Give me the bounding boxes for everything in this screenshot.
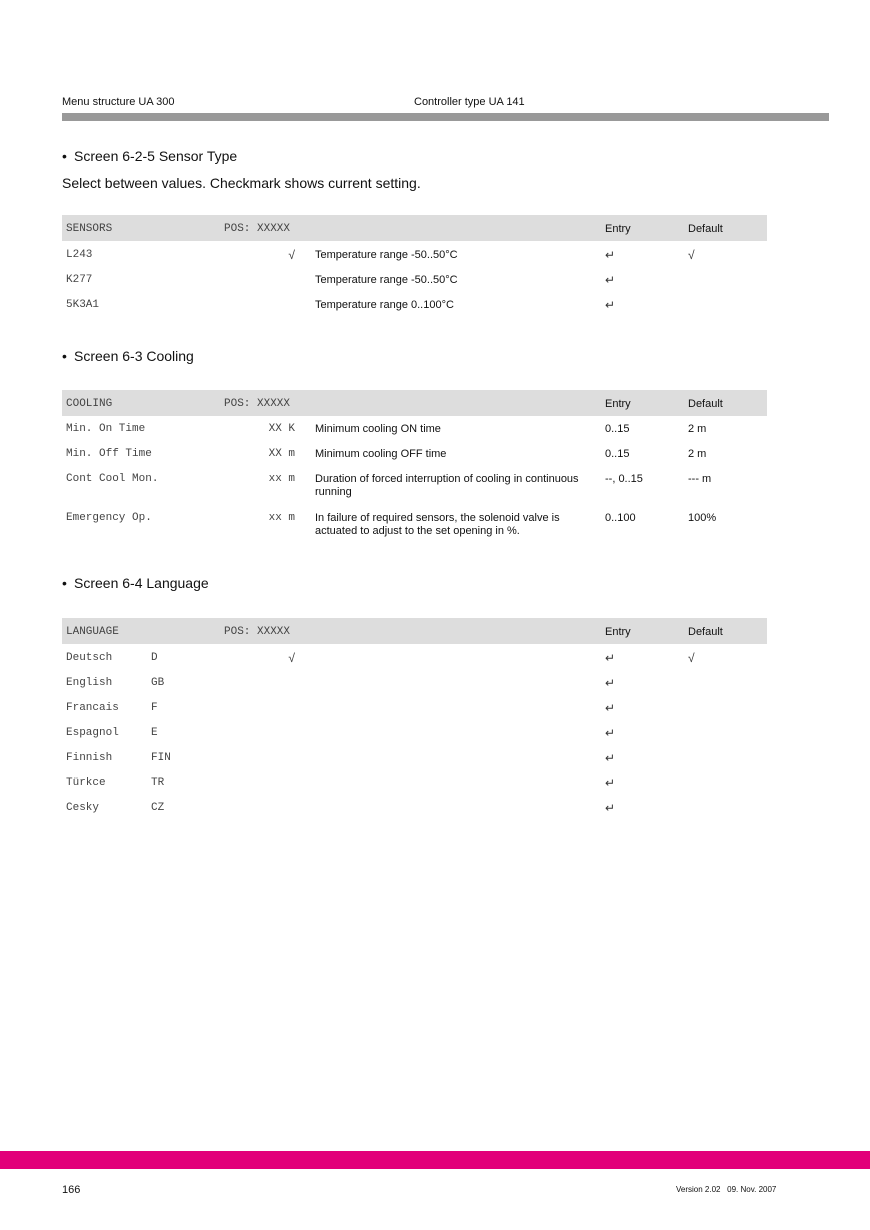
section-heading-text: Screen 6-2-5 Sensor Type xyxy=(74,148,238,164)
row-name: Min. On Time xyxy=(66,423,146,435)
table-row xyxy=(62,505,767,539)
table-row xyxy=(62,441,767,466)
default-header: Default xyxy=(688,626,723,638)
table-title: SENSORS xyxy=(66,223,113,235)
row-name: Cont Cool Mon. xyxy=(66,473,159,485)
header-divider-bar xyxy=(62,113,829,121)
row-default: 2 m xyxy=(688,448,707,460)
enter-icon: ↵ xyxy=(605,776,616,790)
bullet-icon: • xyxy=(62,575,67,591)
language-code: GB xyxy=(151,677,165,689)
row-default: 100% xyxy=(688,512,717,524)
table-header xyxy=(62,215,767,241)
section-heading-language xyxy=(62,575,209,591)
row-default: 2 m xyxy=(688,423,707,435)
cooling-table xyxy=(62,390,767,539)
version-info: Version 2.02 09. Nov. 2007 xyxy=(676,1185,777,1194)
row-name: L243 xyxy=(66,249,93,261)
table-row xyxy=(62,466,767,505)
language-code: TR xyxy=(151,777,165,789)
default-header: Default xyxy=(688,223,723,235)
header-left-title: Menu structure UA 300 xyxy=(62,96,175,108)
enter-icon: ↵ xyxy=(605,273,616,287)
row-description: Temperature range 0..100°C xyxy=(315,299,454,311)
default-header: Default xyxy=(688,398,723,410)
table-row xyxy=(62,669,767,694)
row-entry: 0..100 xyxy=(605,512,636,524)
table-row xyxy=(62,694,767,719)
section-heading-text: Screen 6-3 Cooling xyxy=(74,348,194,364)
table-row xyxy=(62,719,767,744)
row-description: Duration of forced interruption of cooling in continuous running xyxy=(315,473,579,498)
bullet-icon: • xyxy=(62,348,67,364)
row-value: xx m xyxy=(268,512,295,524)
row-name: Min. Off Time xyxy=(66,448,152,460)
enter-icon: ↵ xyxy=(605,298,616,312)
row-description: Temperature range -50..50°C xyxy=(315,274,458,286)
entry-header: Entry xyxy=(605,398,631,410)
row-name: 5K3A1 xyxy=(66,299,100,311)
row-entry: 0..15 xyxy=(605,423,630,435)
row-entry: 0..15 xyxy=(605,448,630,460)
row-name: K277 xyxy=(66,274,93,286)
language-table xyxy=(62,618,767,819)
enter-icon: ↵ xyxy=(605,801,616,815)
table-header xyxy=(62,618,767,644)
checkmark-icon: √ xyxy=(688,248,695,262)
row-value: xx m xyxy=(268,473,295,485)
row-description: Temperature range -50..50°C xyxy=(315,249,458,261)
table-header xyxy=(62,390,767,416)
section-heading-text: Screen 6-4 Language xyxy=(74,575,209,591)
language-name: Cesky xyxy=(66,802,100,814)
section-heading-sensor-type xyxy=(62,148,237,164)
checkmark-icon: √ xyxy=(688,651,695,665)
table-row xyxy=(62,416,767,441)
table-row xyxy=(62,769,767,794)
table-row xyxy=(62,291,767,316)
header-center-title: Controller type UA 141 xyxy=(414,96,525,108)
row-description: Minimum cooling ON time xyxy=(315,423,441,435)
table-pos: POS: XXXXX xyxy=(224,223,291,235)
language-code: FIN xyxy=(151,752,171,764)
enter-icon: ↵ xyxy=(605,701,616,715)
enter-icon: ↵ xyxy=(605,651,616,665)
sensors-table xyxy=(62,215,767,316)
entry-header: Entry xyxy=(605,626,631,638)
row-value: XX m xyxy=(268,448,295,460)
language-code: F xyxy=(151,702,158,714)
footer-bar xyxy=(0,1151,870,1169)
row-entry: --, 0..15 xyxy=(605,473,643,485)
table-pos: POS: XXXXX xyxy=(224,626,291,638)
row-description: In failure of required sensors, the solenoid valve is actuated to adjust to the set opening in %. xyxy=(315,512,560,537)
enter-icon: ↵ xyxy=(605,676,616,690)
bullet-icon: • xyxy=(62,148,67,164)
checkmark-icon: √ xyxy=(288,651,295,665)
language-name: Finnish xyxy=(66,752,113,764)
language-name: English xyxy=(66,677,113,689)
table-pos: POS: XXXXX xyxy=(224,398,291,410)
table-row xyxy=(62,644,767,669)
language-name: Türkce xyxy=(66,777,106,789)
enter-icon: ↵ xyxy=(605,751,616,765)
row-default: --- m xyxy=(688,473,712,485)
language-code: E xyxy=(151,727,158,739)
section-heading-cooling xyxy=(62,348,194,364)
row-description: Minimum cooling OFF time xyxy=(315,448,447,460)
language-name: Francais xyxy=(66,702,119,714)
table-row xyxy=(62,744,767,769)
row-value: XX K xyxy=(268,423,295,435)
enter-icon: ↵ xyxy=(605,248,616,262)
language-name: Espagnol xyxy=(66,727,119,739)
table-row xyxy=(62,266,767,291)
entry-header: Entry xyxy=(605,223,631,235)
row-name: Emergency Op. xyxy=(66,512,152,524)
table-row xyxy=(62,794,767,819)
language-code: D xyxy=(151,652,158,664)
language-name: Deutsch xyxy=(66,652,113,664)
page-number: 166 xyxy=(62,1184,81,1196)
table-row xyxy=(62,241,767,266)
table-title: COOLING xyxy=(66,398,113,410)
enter-icon: ↵ xyxy=(605,726,616,740)
section-intro: Select between values. Checkmark shows current setting. xyxy=(62,175,421,191)
table-title: LANGUAGE xyxy=(66,626,119,638)
checkmark-icon: √ xyxy=(288,248,295,262)
language-code: CZ xyxy=(151,802,165,814)
